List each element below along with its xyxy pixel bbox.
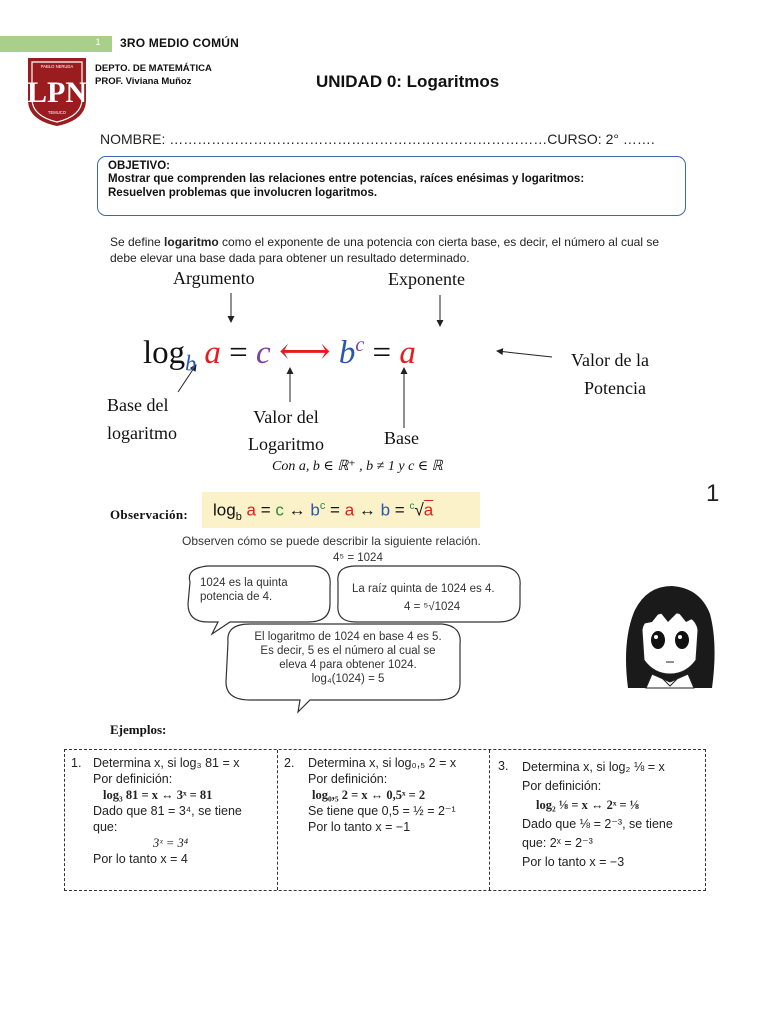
definition-rest: como el exponente de una potencia con cierta base, es decir, el número al cual se debe elevar una base dada para obtener un resultado determinado.: [110, 235, 659, 265]
observacion-label: Observación:: [110, 507, 188, 522]
comic-bubble-3-a: El logaritmo de 1024 en base 4 es 5.: [254, 631, 442, 643]
observacion-formula: $\log_b a = c$ ↔ $b^c = a$ ↔ b = $^c$√a: [213, 500, 434, 524]
example-3-number: 3.: [498, 759, 509, 773]
example-3-line-4: Dado que ⅛ = 2⁻³, se tiene: [522, 817, 673, 831]
example-2-line-3: log₀,₅ 2 = x ↔ 0,5ˣ = 2: [312, 788, 426, 802]
diagram-arrows: [0, 0, 768, 500]
label-argumento: Argumento: [173, 268, 255, 288]
girl-illustration: [620, 582, 720, 690]
example-1-number: 1.: [71, 756, 82, 770]
example-3-line-3: log₂ ⅛ = x ↔ 2ˣ = ⅛: [536, 798, 640, 812]
condition-text: Con a, b ∈ ℝ⁺ , b ≠ 1 y c ∈ ℝ: [272, 459, 443, 474]
example-3-line-5: que: 2ˣ = 2⁻³: [522, 836, 593, 850]
example-2-number: 2.: [284, 756, 295, 770]
name-course-line: NOMBRE: ………………………………………………………………………CURSO: 2° …….: [100, 131, 655, 147]
example-1-line-5: que:: [93, 820, 118, 834]
example-3: [489, 750, 706, 890]
example-2-line-5: Por lo tanto x = −1: [308, 820, 411, 834]
label-valor-log-2: Logaritmo: [248, 434, 324, 454]
comic-bubble-3-b: Es decir, 5 es el número al cual se: [260, 645, 436, 657]
example-3-line-6: Por lo tanto x = −3: [522, 855, 625, 869]
comic-bubble-2-a: La raíz quinta de 1024 es 4.: [352, 583, 495, 595]
comic-intro: Observen cómo se puede describir la siguiente relación.: [182, 534, 481, 548]
example-1: [65, 750, 277, 890]
examples-table: [64, 749, 706, 891]
comic-bubble-1-a: 1024 es la quinta: [200, 577, 288, 589]
arrow-valor-potencia: [497, 351, 552, 357]
example-2: [277, 750, 490, 890]
example-1-body: [93, 755, 277, 867]
objective-line-2: Resuelven problemas que involucren logaritmos.: [108, 187, 378, 199]
comic-bubble-2-b: 4 = ⁵√1024: [404, 601, 461, 613]
comic-bubble-3: [238, 630, 458, 686]
label-base: Base: [384, 428, 419, 448]
example-2-body: [308, 755, 488, 835]
logo-letters: LPN: [27, 76, 87, 109]
logo-text-top: PABLO NERUDA: [40, 64, 74, 69]
dept-label: DEPTO. DE MATEMÁTICA: [95, 63, 212, 74]
label-base-log-1: Base del: [107, 395, 169, 415]
label-exponente: Exponente: [388, 269, 465, 289]
definition-keyword: logaritmo: [164, 235, 219, 249]
example-2-line-1: Determina x, si log₀,₅ 2 = x: [308, 756, 457, 770]
page-badge: 1: [95, 37, 101, 47]
comic-bubble-1: [200, 576, 288, 604]
label-valor-potencia-2: Potencia: [583, 378, 646, 398]
comic-bubble-3-d: log₄(1024) = 5: [311, 673, 385, 685]
definition-prefix: Se define: [110, 235, 165, 249]
comic-power: 4⁵ = 1024: [333, 552, 383, 564]
example-1-line-1: Determina x, si log₃ 81 = x: [93, 756, 240, 770]
label-base-log-2: logaritmo: [107, 423, 177, 443]
objective-title: OBJETIVO:: [108, 160, 170, 172]
example-1-line-4: Dado que 81 = 3⁴, se tiene: [93, 804, 242, 818]
example-3-line-1: Determina x, si log₂ ⅛ = x: [522, 760, 665, 774]
page-number: 1: [706, 480, 720, 507]
example-3-line-2: Por definición:: [522, 779, 602, 793]
example-2-line-2: Por definición:: [308, 772, 388, 786]
comic-bubble-2: [352, 580, 495, 616]
example-1-line-3: log₃ 81 = x ↔ 3ˣ = 81: [103, 788, 213, 802]
main-formula: $\log_b a = c$ ⟷ $b^c = a$: [143, 331, 416, 376]
example-1-line-7: Por lo tanto x = 4: [93, 852, 188, 866]
objective-line-1: Mostrar que comprenden las relaciones entre potencias, raíces enésimas y logaritmos:: [108, 173, 585, 185]
example-2-line-4: Se tiene que 0,5 = ½ = 2⁻¹: [308, 804, 456, 818]
course-level: 3RO MEDIO COMÚN: [120, 36, 240, 50]
example-1-line-2: Por definición:: [93, 772, 173, 786]
label-valor-log-1: Valor del: [253, 407, 319, 427]
comic-bubble-3-c: eleva 4 para obtener 1024.: [279, 659, 417, 671]
examples-label: Ejemplos:: [110, 722, 167, 737]
example-3-body: [522, 758, 702, 872]
prof-label: PROF. Viviana Muñoz: [95, 76, 192, 87]
page-title: UNIDAD 0: Logaritmos: [316, 72, 500, 91]
label-valor-potencia-1: Valor de la: [571, 350, 649, 370]
example-1-line-6: 3ˣ = 3⁴: [153, 836, 189, 850]
logo-text-bottom: TEMUCO: [47, 110, 67, 115]
comic-bubble-1-b: potencia de 4.: [200, 591, 273, 603]
